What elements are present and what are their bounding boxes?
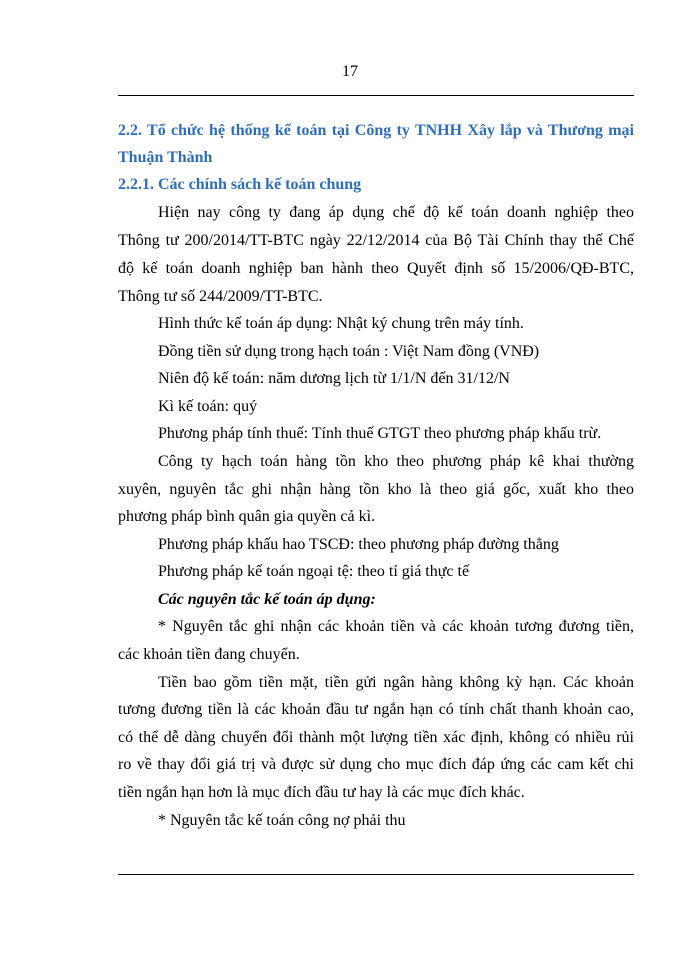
paragraph-line: Hình thức kế toán áp dụng: Nhật ký chung trên máy tính. — [158, 315, 524, 332]
paragraph-line: * Nguyên tắc kế toán công nợ phải thu — [158, 812, 406, 829]
paragraph-line: ro về thay đổi giá trị và được sử dụng cho mục đích đáp ứng các cam kết chi — [118, 756, 634, 773]
paragraph-line: Hiện nay công ty đang áp dụng chế độ kế toán doanh nghiệp theo — [158, 204, 634, 221]
paragraph-line: Phương pháp kế toán ngoại tệ: theo tỉ giá thực tế — [158, 563, 470, 580]
paragraph-line: * Nguyên tắc ghi nhận các khoản tiền và các khoản tương đương tiền, — [158, 618, 634, 635]
paragraph-line: Thông tư số 244/2009/TT-BTC. — [118, 288, 323, 305]
paragraph-line: có thể dễ dàng chuyển đổi thành một lượng tiền xác định, không có nhiều rủi — [118, 729, 634, 746]
paragraph-line: tương đương tiền là các khoản đầu tư ngắn hạn có tính chất thanh khoản cao, — [118, 701, 634, 718]
paragraph-line: Tiền bao gồm tiền mặt, tiền gửi ngân hàng không kỳ hạn. Các khoản — [158, 674, 634, 691]
paragraph-line: tiền ngắn hạn hơn là mục đích đầu tư hay là các mục đích khác. — [118, 784, 525, 801]
section-heading-2-2-1: 2.2.1. Các chính sách kế toán chung — [118, 176, 362, 193]
paragraph-line: độ kế toán doanh nghiệp ban hành theo Quyết định số 15/2006/QĐ-BTC, — [118, 260, 634, 277]
paragraph-line: các khoản tiền đang chuyển. — [118, 646, 300, 663]
paragraph-line: Đồng tiền sử dụng trong hạch toán : Việt Nam đồng (VNĐ) — [158, 343, 540, 360]
paragraph-line: Niên độ kế toán: năm dương lịch từ 1/1/N đến 31/12/N — [158, 370, 510, 387]
paragraph-line: Phương pháp tính thuế: Tính thuế GTGT theo phương pháp khấu trừ. — [158, 425, 602, 442]
footer-rule — [118, 874, 634, 875]
header-rule — [118, 95, 634, 96]
paragraph-line: Phương pháp khấu hao TSCĐ: theo phương pháp đường thẳng — [158, 536, 559, 553]
section-heading-2-2-cont: Thuận Thành — [118, 149, 213, 166]
paragraph-line: xuyên, nguyên tắc ghi nhận hàng tồn kho là theo giá gốc, xuất kho theo — [118, 481, 634, 498]
section-heading-2-2: 2.2. Tổ chức hệ thống kế toán tại Công ty TNHH Xây lắp và Thương mại — [118, 122, 634, 139]
paragraph-line: Công ty hạch toán hàng tồn kho theo phương pháp kê khai thường — [158, 453, 634, 470]
subheading-principles: Các nguyên tắc kế toán áp dụng: — [158, 591, 376, 608]
paragraph-line: phương pháp bình quân gia quyền cả kì. — [118, 508, 376, 525]
paragraph-line: Thông tư 200/2014/TT-BTC ngày 22/12/2014 của Bộ Tài Chính thay thế Chế — [118, 232, 634, 249]
page-number: 17 — [342, 63, 358, 80]
paragraph-line: Kì kế toán: quý — [158, 398, 258, 415]
